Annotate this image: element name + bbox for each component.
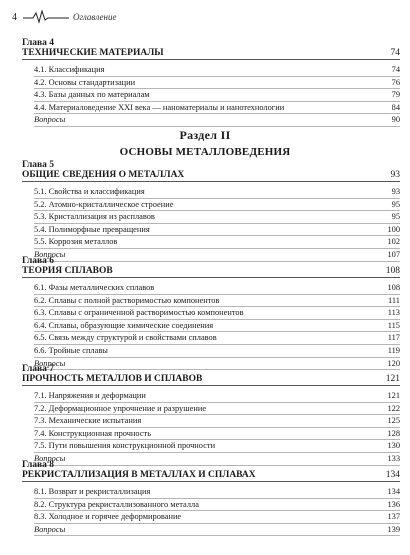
entry-page: 117 (387, 333, 400, 343)
chapter-5-block (22, 160, 400, 262)
entry-text: Вопросы (34, 524, 66, 534)
entry-page: 90 (391, 115, 400, 125)
entry-text: 8.2. Структура рекристаллизованного металла (34, 499, 199, 509)
chapter-4-block (22, 38, 400, 127)
entry-text: Вопросы (34, 249, 66, 259)
chapter-title[interactable] (22, 170, 400, 182)
toc-entry[interactable] (34, 77, 400, 90)
chapter-label: Глава 4 (22, 38, 55, 48)
toc-entry[interactable] (34, 199, 400, 212)
chapter-title-text: ОБЩИЕ СВЕДЕНИЯ О МЕТАЛЛАХ (22, 170, 185, 180)
toc-entry[interactable] (34, 186, 400, 199)
chapter-label: Глава 8 (22, 460, 55, 470)
entry-page: 107 (387, 249, 400, 259)
entry-page: 130 (387, 441, 400, 451)
entry-text: 8.3. Холодное и горячее деформирование (34, 512, 182, 522)
toc-entry[interactable] (34, 89, 400, 102)
entry-text: 4.1. Классификация (34, 65, 105, 74)
chapter-title[interactable] (22, 374, 400, 386)
section-label: Раздел II (179, 128, 231, 142)
entry-text: 6.5. Связь между структурой и свойствами сплавов (34, 333, 217, 343)
entry-page: 93 (391, 187, 400, 196)
chapter-page: 74 (390, 48, 400, 58)
entry-text: Вопросы (34, 358, 66, 368)
chapter-page: 108 (385, 266, 400, 276)
entry-text: 7.3. Механические испытания (34, 416, 142, 426)
entry-text: 7.1. Напряжения и деформации (34, 391, 146, 400)
entry-page: 84 (391, 102, 400, 112)
entry-page: 108 (387, 283, 400, 292)
entry-text: 6.6. Тройные сплавы (34, 345, 108, 355)
chapter-page: 121 (385, 374, 400, 384)
entry-page: 76 (391, 77, 400, 87)
toc-entry[interactable] (34, 307, 400, 320)
chapter-label: Глава 7 (22, 364, 55, 374)
entry-text: 5.4. Полиморфные превращения (34, 224, 150, 234)
chapter-title-text: РЕКРИСТАЛЛИЗАЦИЯ В МЕТАЛЛАХ И СПЛАВАХ (22, 470, 256, 480)
entry-page: 95 (391, 212, 400, 222)
entry-page: 134 (387, 487, 400, 496)
toc-entry[interactable] (34, 64, 400, 77)
entry-text: 6.2. Сплавы с полной растворимостью компонентов (34, 295, 220, 305)
entry-page: 137 (387, 512, 400, 522)
entry-page: 120 (387, 358, 400, 368)
entry-page: 102 (387, 237, 400, 247)
toc-entry[interactable] (34, 415, 400, 428)
toc-entry[interactable] (34, 295, 400, 308)
toc-entry[interactable] (34, 102, 400, 115)
toc-entry[interactable] (34, 282, 400, 295)
entry-page: 119 (387, 345, 400, 355)
entry-text: 4.4. Материаловедение XXI века — наноматериалы и нанотехнологии (34, 102, 285, 112)
chapter-label: Глава 6 (22, 256, 55, 266)
section-heading (0, 128, 410, 158)
section-title: ОСНОВЫ МЕТАЛЛОВЕДЕНИЯ (119, 146, 291, 158)
chapter-page: 93 (390, 170, 400, 180)
entry-page: 128 (387, 428, 400, 438)
entry-text: 6.1. Фазы металлических сплавов (34, 283, 155, 292)
entry-text: 7.5. Пути повышения конструкционной прочности (34, 441, 216, 451)
chapter-title-text: ПРОЧНОСТЬ МЕТАЛЛОВ И СПЛАВОВ (22, 374, 203, 384)
chapter-title[interactable] (22, 266, 400, 278)
toc-entry[interactable] (34, 236, 400, 249)
toc-entry[interactable] (34, 403, 400, 416)
chapter-7-block (22, 364, 400, 466)
entry-text: 5.1. Свойства и классификация (34, 187, 145, 196)
chapter-label: Глава 5 (22, 160, 55, 170)
entry-text: 6.3. Сплавы с ограниченной растворимостью компонентов (34, 308, 244, 318)
entry-page: 139 (387, 524, 400, 534)
running-header (12, 10, 116, 24)
toc-entry[interactable] (34, 486, 400, 499)
toc-entry[interactable] (34, 428, 400, 441)
toc-entry-questions[interactable] (34, 524, 400, 537)
toc-entry[interactable] (34, 345, 400, 358)
entry-text: 7.2. Деформационное упрочнение и разрушение (34, 403, 207, 413)
entry-page: 111 (388, 295, 400, 305)
toc-entry[interactable] (34, 320, 400, 333)
chapter-6-block (22, 256, 400, 370)
pulse-line-icon (23, 10, 69, 24)
entry-text: Вопросы (34, 115, 66, 125)
toc-entry[interactable] (34, 224, 400, 237)
entry-page: 121 (387, 391, 400, 400)
chapter-title-text: ТЕХНИЧЕСКИЕ МАТЕРИАЛЫ (22, 48, 164, 58)
entry-text: 6.4. Сплавы, образующие химические соединения (34, 320, 214, 330)
entry-page: 100 (387, 224, 400, 234)
entry-text: 5.3. Кристаллизация из расплавов (34, 212, 155, 222)
entry-text: 7.4. Конструкционная прочность (34, 428, 152, 438)
toc-entry[interactable] (34, 499, 400, 512)
toc-entry-questions[interactable] (34, 114, 400, 127)
chapter-title-text: ТЕОРИЯ СПЛАВОВ (22, 266, 113, 276)
page-number: 4 (12, 11, 17, 23)
entry-text: 5.5. Коррозия металлов (34, 237, 118, 247)
entry-text: 4.3. Базы данных по материалам (34, 90, 150, 100)
chapter-page: 134 (385, 470, 400, 480)
toc-entry[interactable] (34, 390, 400, 403)
entry-page: 133 (387, 453, 400, 463)
chapter-title[interactable] (22, 48, 400, 60)
entry-text: 8.1. Возврат и рекристаллизация (34, 487, 151, 496)
entry-text: Вопросы (34, 453, 66, 463)
entry-page: 95 (391, 199, 400, 209)
entry-page: 122 (387, 403, 400, 413)
entry-text: 4.2. Основы стандартизации (34, 77, 136, 87)
entry-page: 113 (387, 308, 400, 318)
entry-page: 79 (391, 90, 400, 100)
entry-page: 115 (387, 320, 400, 330)
entry-page: 125 (387, 416, 400, 426)
entry-page: 136 (387, 499, 400, 509)
toc-entry[interactable] (34, 440, 400, 453)
entry-page: 74 (391, 65, 400, 74)
chapter-title[interactable] (22, 470, 400, 482)
toc-entry[interactable] (34, 332, 400, 345)
toc-entry[interactable] (34, 511, 400, 524)
entry-text: 5.2. Атомно-кристаллическое строение (34, 199, 174, 209)
header-title: Оглавление (73, 12, 117, 22)
chapter-8-block (22, 460, 400, 536)
toc-entry[interactable] (34, 211, 400, 224)
